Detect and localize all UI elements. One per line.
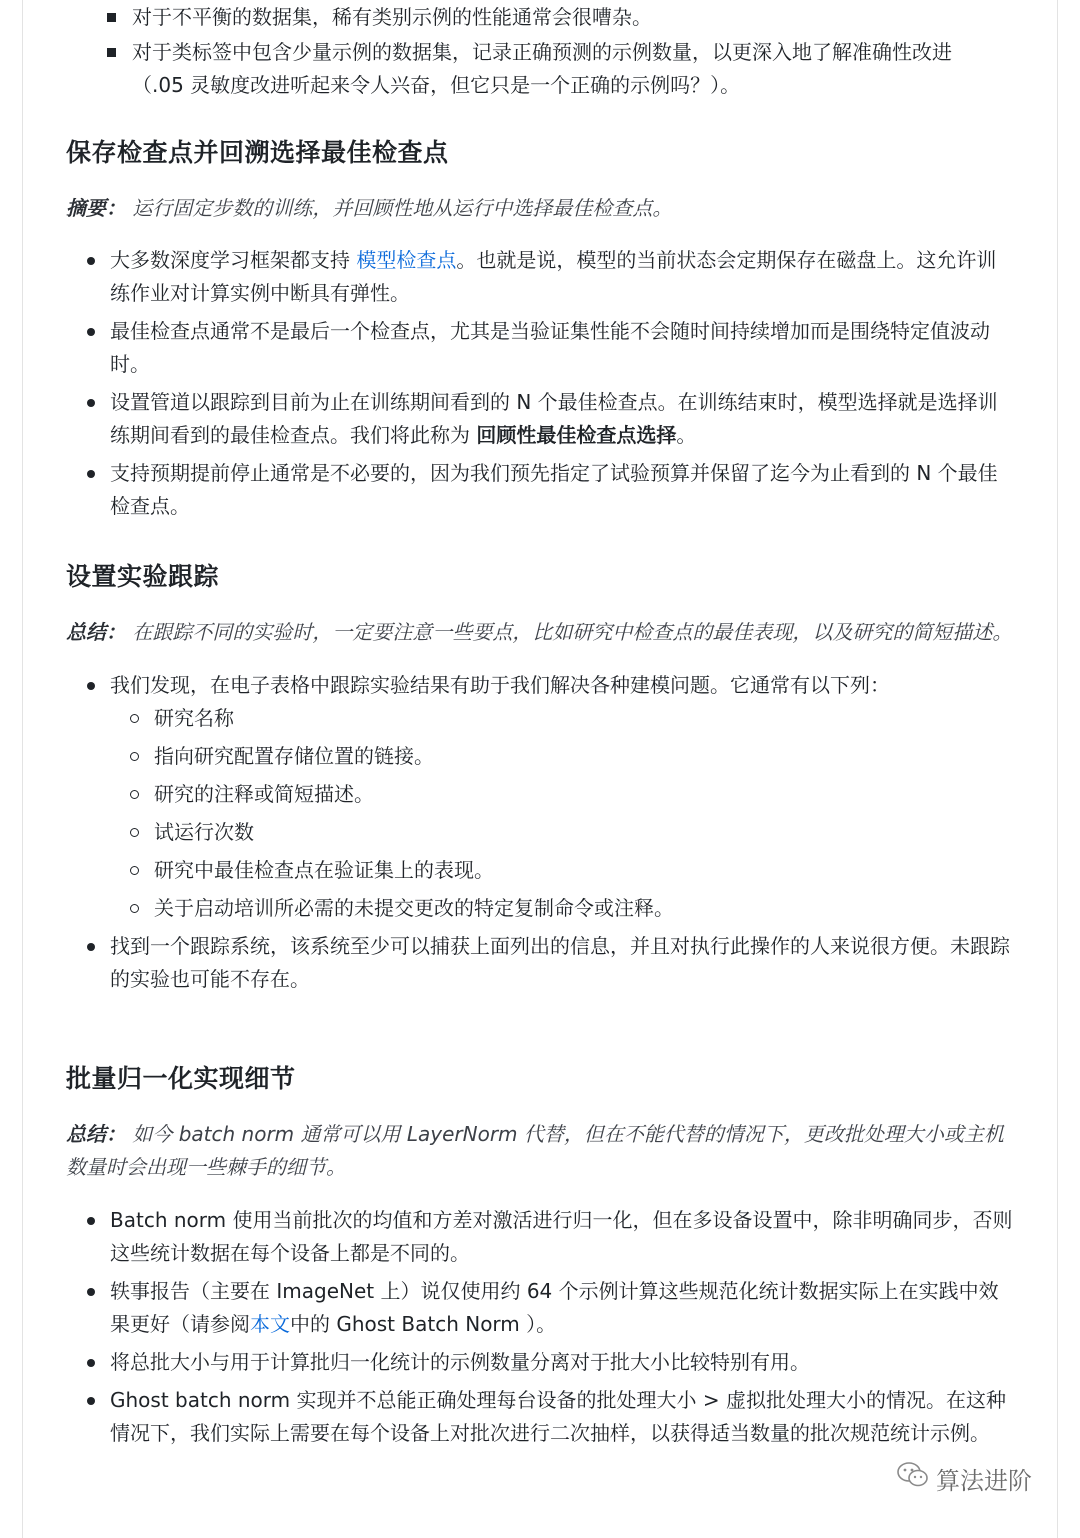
list-item: 对于类标签中包含少量示例的数据集，记录正确预测的示例数量，以更深入地了解准确性改进（.05 灵敏度改进听起来令人兴奋，但它只是一个正确的示例吗？）。: [132, 36, 952, 102]
text: 设置管道以跟踪到目前为止在训练期间看到的 N 个最佳检查点。在训练结束时，模型选择就是选择训练期间看到的最佳检查点。我们将此称为: [110, 390, 998, 447]
section-title: 设置实验跟踪: [66, 562, 220, 591]
watermark: [896, 1460, 1032, 1496]
section-batch-norm: [66, 1062, 1016, 1455]
model-checkpoint-link[interactable]: 模型检查点: [356, 248, 457, 272]
watermark-text: 算法进阶: [936, 1466, 1032, 1495]
text: 轶事报告（主要在 ImageNet 上）说仅使用约 64 个示例计算这些规范化统计数据实际上在实践中效果更好（请参阅: [110, 1279, 999, 1336]
sub-list-item: 研究中最佳检查点在验证集上的表现。: [154, 854, 1016, 887]
top-list: [132, 1, 952, 104]
sub-list-item: 指向研究配置存储位置的链接。: [154, 740, 1016, 773]
summary-label: 摘要：: [66, 196, 126, 220]
bullet-list: [110, 1204, 1016, 1450]
section-summary: [66, 616, 1016, 649]
summary-label: 总结：: [66, 620, 126, 644]
section-checkpoints: [66, 136, 1016, 528]
sub-list-item: 试运行次数: [154, 816, 1016, 849]
summary-text: 在跟踪不同的实验时，一定要注意一些要点，比如研究中检查点的最佳表现，以及研究的简短描述。: [132, 620, 1013, 644]
list-item: [110, 386, 1016, 452]
sub-list-item: 研究的注释或简短描述。: [154, 778, 1016, 811]
text: 我们发现，在电子表格中跟踪实验结果有助于我们解决各种建模问题。它通常有以下列：: [110, 673, 890, 697]
list-item: [110, 669, 1016, 925]
wechat-icon: [896, 1460, 930, 1496]
list-item: 支持预期提前停止通常是不必要的，因为我们预先指定了试验预算并保留了迄今为止看到的 N 个最佳检查点。: [110, 457, 1016, 523]
section-summary: [66, 192, 1016, 225]
text: 。: [676, 423, 697, 447]
section-summary: [66, 1118, 1016, 1184]
list-item: [110, 1275, 1016, 1341]
bullet-list: [110, 244, 1016, 523]
text: 大多数深度学习框架都支持: [110, 248, 357, 272]
paper-link[interactable]: 本文: [250, 1312, 290, 1336]
list-item: 将总批大小与用于计算批归一化统计的示例数量分离对于批大小比较特别有用。: [110, 1346, 1016, 1379]
list-item: Batch norm 使用当前批次的均值和方差对激活进行归一化，但在多设备设置中，除非明确同步，否则这些统计数据在每个设备上都是不同的。: [110, 1204, 1016, 1270]
sub-bullet-list: [154, 702, 1016, 925]
text: 中的 Ghost Batch Norm ）。: [290, 1312, 557, 1336]
list-item: 最佳检查点通常不是最后一个检查点，尤其是当验证集性能不会随时间持续增加而是围绕特定值波动时。: [110, 315, 1016, 381]
list-item: 找到一个跟踪系统，该系统至少可以捕获上面列出的信息，并且对执行此操作的人来说很方便。未跟踪的实验也可能不存在。: [110, 930, 1016, 996]
summary-text: 运行固定步数的训练，并回顾性地从运行中选择最佳检查点。: [132, 196, 673, 220]
text: 。也就是说，模型的当前状态会定期保存在磁盘上。这允许训练作业对计算实例中断具有弹性。: [110, 248, 997, 305]
summary-label: 总结：: [66, 1122, 126, 1146]
section-experiment-tracking: [66, 560, 1016, 1001]
section-title: 批量归一化实现细节: [66, 1064, 296, 1093]
bold-term: 回顾性最佳检查点选择: [476, 423, 677, 447]
bullet-list: [110, 669, 1016, 996]
sub-list-item: 研究名称: [154, 702, 1016, 735]
list-item: [110, 244, 1016, 310]
list-item: 对于不平衡的数据集，稀有类别示例的性能通常会很嘈杂。: [132, 1, 952, 34]
section-title: 保存检查点并回溯选择最佳检查点: [66, 138, 449, 167]
list-item: Ghost batch norm 实现并不总能正确处理每台设备的批处理大小 > 虚拟批处理大小的情况。在这种情况下，我们实际上需要在每个设备上对批次进行二次抽样，以获得适当数量的批次规范统计示例。: [110, 1384, 1016, 1450]
sub-list-item: 关于启动培训所必需的未提交更改的特定复制命令或注释。: [154, 892, 1016, 925]
summary-text: 如今 batch norm 通常可以用 LayerNorm 代替，但在不能代替的情况下，更改批处理大小或主机数量时会出现一些棘手的细节。: [66, 1122, 1004, 1179]
